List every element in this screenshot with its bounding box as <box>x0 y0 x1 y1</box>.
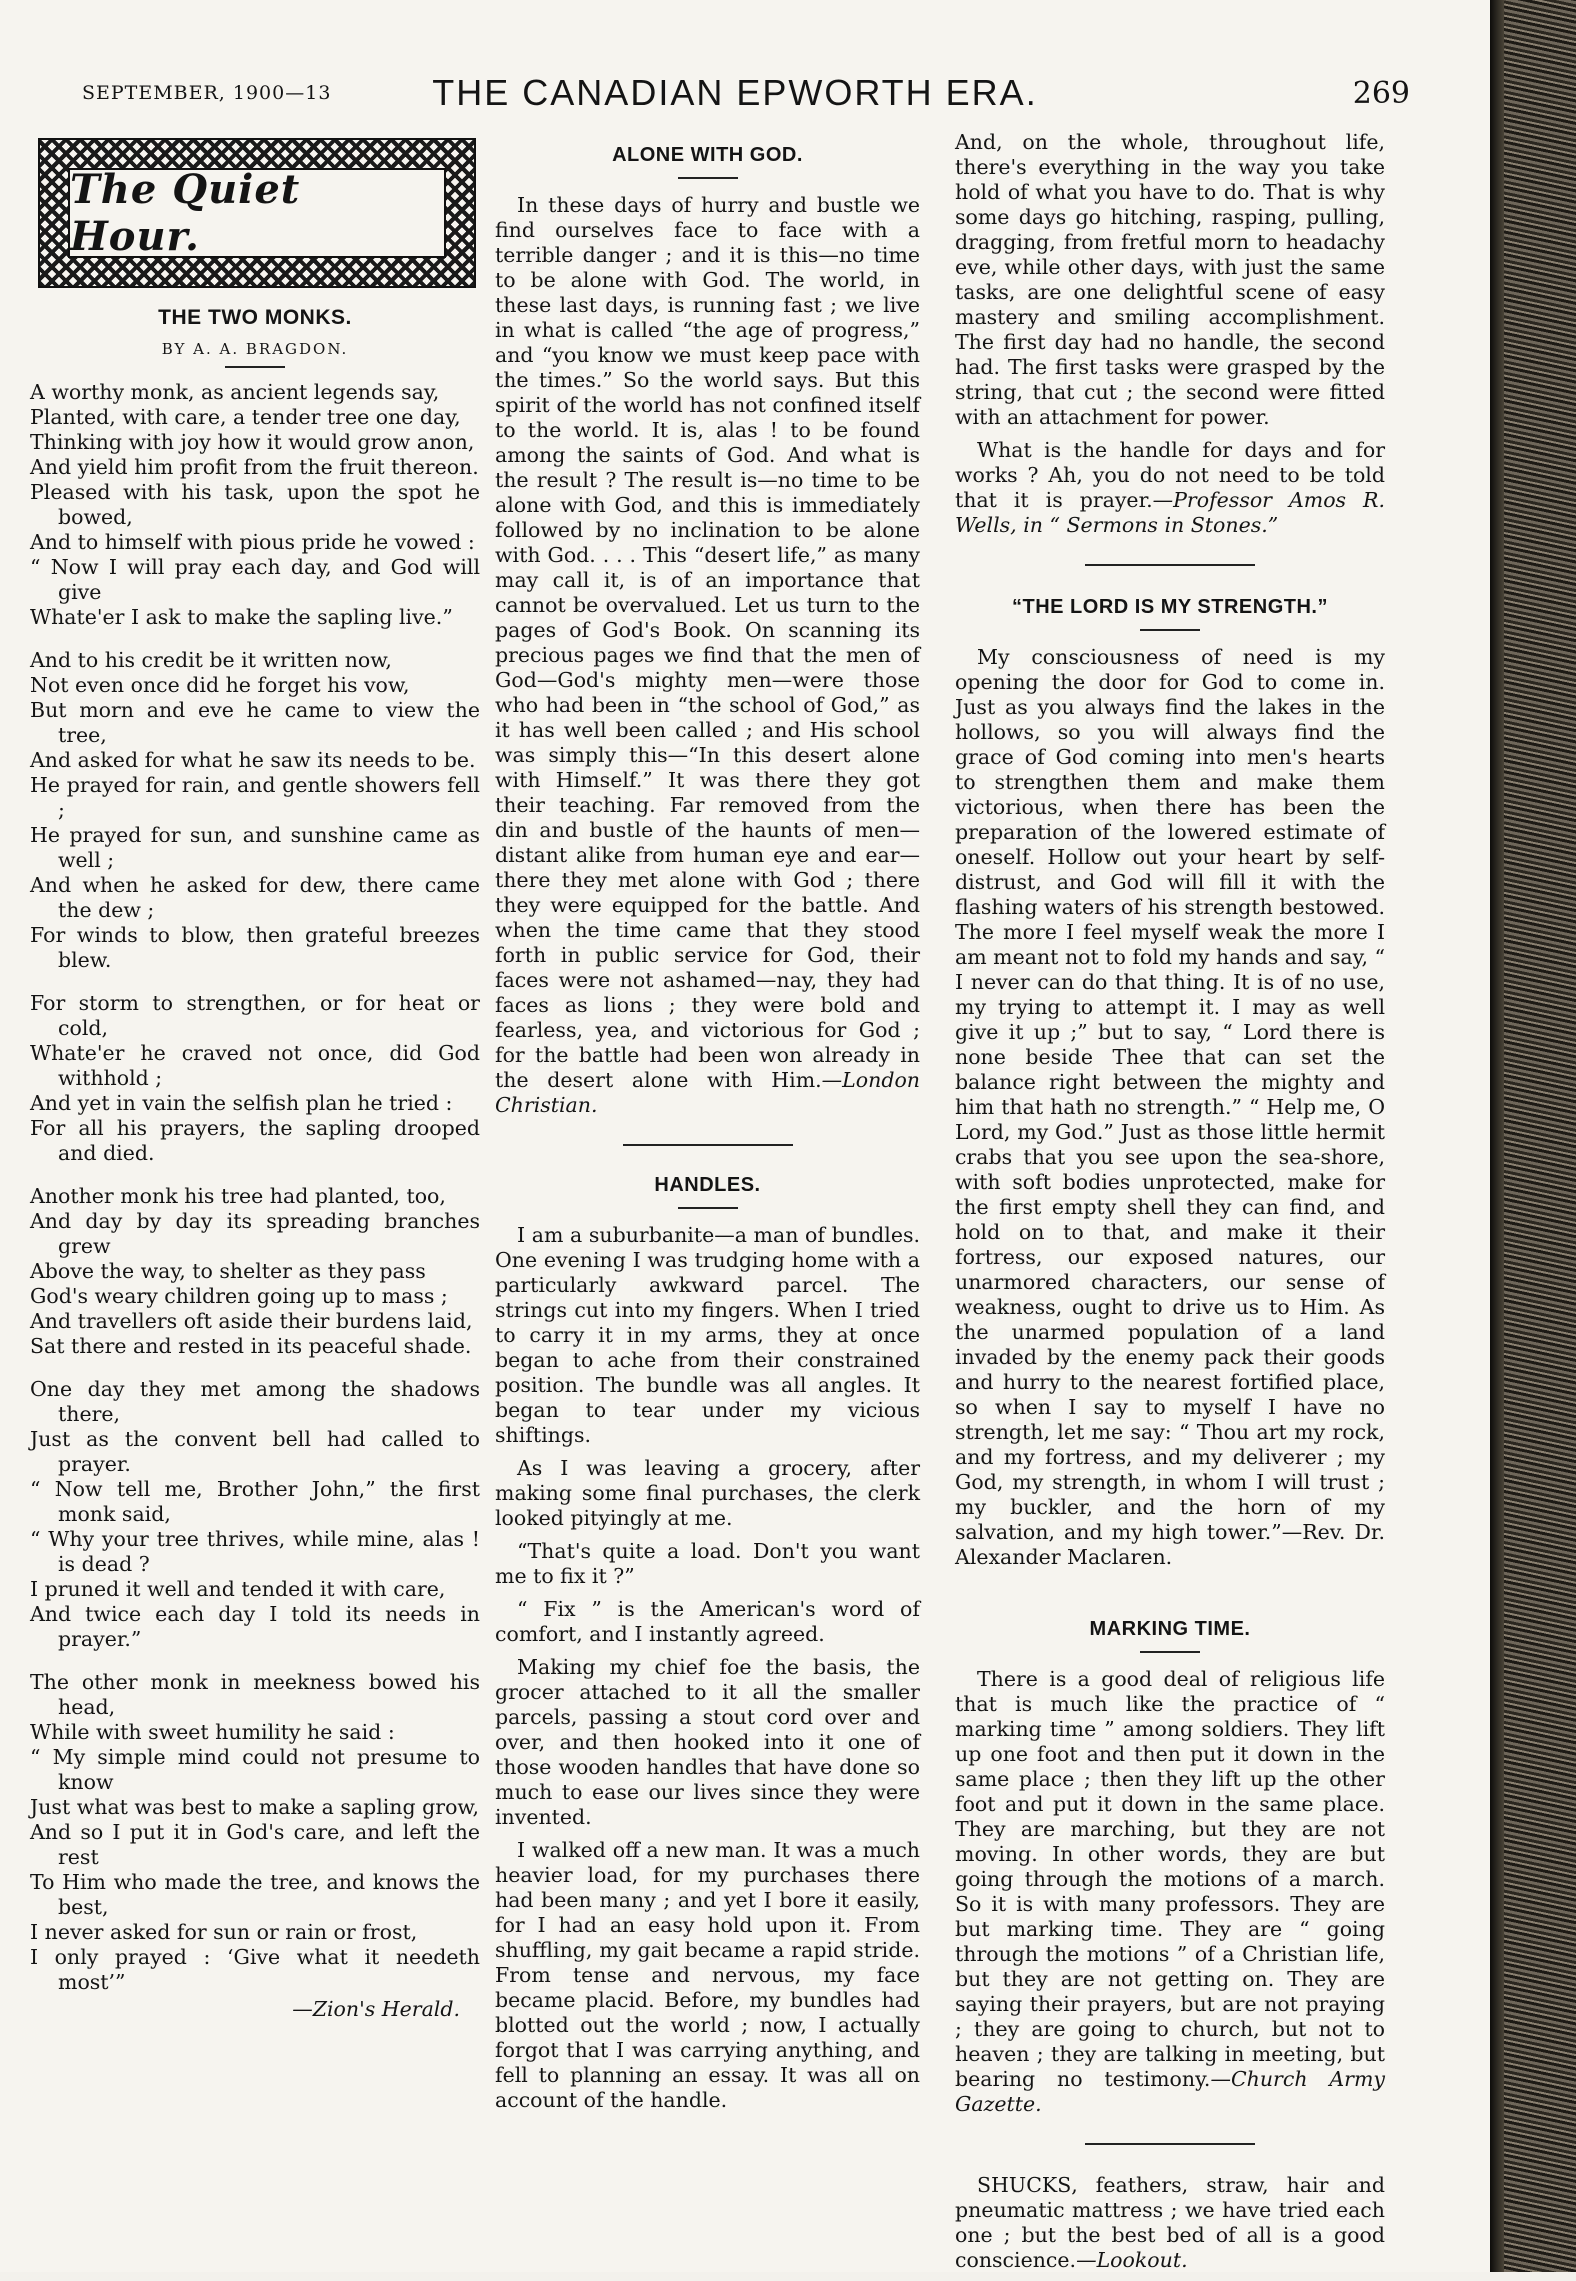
poem-stanza <box>30 380 480 630</box>
marking-time-body: There is a good deal of religious life that is much like the practice of “ marking time ” among soldiers. They lift up one foot and then put it down in the same place ; then they lift up the other foot and put it down in the same place. They are marching, but they are not moving. In other words, they are but going through the motions of a march. So it is with many professors. They are but marking time. They are “ going through the motions ” of a Christian life, but they are not getting on. They are saying their prayers, but are not praying ; they are going to church, but not to heaven ; they are talking in meeting, but bearing no testimony. <box>955 1667 1385 2091</box>
poem-line: And yield him profit from the fruit thereon. <box>30 455 479 479</box>
poem-line: And so I put it in God's care, and left the rest <box>30 1820 480 1869</box>
poem-line: I only prayed : ‘Give what it needeth most’” <box>30 1945 480 1994</box>
poem-line: Just as the convent bell had called to prayer. <box>30 1427 480 1476</box>
marking-time-title: MARKING TIME. <box>1089 1618 1251 1640</box>
poem-line: To Him who made the tree, and knows the best, <box>30 1870 480 1919</box>
poem-line: Planted, with care, a tender tree one day, <box>30 405 461 429</box>
column-3 <box>955 130 1385 2281</box>
two-monks-title: THE TWO MONKS. <box>158 306 352 329</box>
handles-article <box>495 1223 920 2113</box>
poem-line: Just what was best to make a sapling grow, <box>30 1795 480 1819</box>
poem-line: He prayed for rain, and gentle showers fell ; <box>30 773 480 822</box>
poem-line: And to himself with pious pride he vowed : <box>30 530 475 554</box>
poem-line: Whate'er I ask to make the sapling live.” <box>30 605 453 629</box>
quiet-hour-title: The Quiet Hour. <box>70 166 301 260</box>
two-monks-source: —Zion's Herald. <box>292 1997 460 2021</box>
alone-with-god-source: —London Christian. <box>495 1068 920 1117</box>
poem-stanza <box>30 648 480 973</box>
poem-line: For all his prayers, the sapling drooped and died. <box>30 1116 480 1165</box>
magazine-title: THE CANADIAN EPWORTH ERA. <box>432 72 1038 113</box>
poem-line: Sat there and rested in its peaceful shade. <box>30 1334 472 1358</box>
poem-line: One day they met among the shadows there, <box>30 1377 480 1426</box>
poem-line: But morn and eve he came to view the tree, <box>30 698 480 747</box>
poem-stanza <box>30 1377 480 1652</box>
poem-line: “ Now I will pray each day, and God will give <box>30 555 480 604</box>
poem-line: And yet in vain the selfish plan he tried : <box>30 1091 453 1115</box>
poem-line: God's weary children going up to mass ; <box>30 1284 448 1308</box>
section-divider <box>623 1144 793 1146</box>
handles-paragraph: And, on the whole, throughout life, there's everything in the way you take hold of what you have to do. That is why some days go hitching, rasping, pulling, dragging, from fretful morn to headachy eve, while other days, with just the same tasks, are one delightful scene of easy mastery and smiling accomplishment. The first day had no handle, the second had. The first tasks were grasped by the string, that cut ; the second were fitted with an attachment for power. <box>955 130 1385 429</box>
poem-line: Thinking with joy how it would grow anon, <box>30 430 475 454</box>
handles-paragraph: I walked off a new man. It was a much heavier load, for my purchases there had been many ; and yet I bore it easily, for I had an easy hold upon it. From shuffling, my gait became a rapid stride. From tense and nervous, my face became placid. Before, my bundles had blotted out the world ; now, I actually forgot that I was carrying anything, and fell to planning an essay. It was all on account of the handle. <box>495 1838 920 2112</box>
lord-strength-article <box>955 645 1385 1570</box>
handles-paragraph: “That's quite a load. Don't you want me to fix it ?” <box>495 1539 920 1588</box>
handles-paragraph: I am a suburbanite—a man of bundles. One evening I was trudging home with a particularly awkward parcel. The strings cut into my fingers. When I tried to carry it in my arms, they at once began to ache from their constrained position. The bundle was all angles. It began to tear under my vicious shiftings. <box>495 1223 920 1447</box>
handles-source: —Professor Amos R. Wells, in “ Sermons in Stones.” <box>955 488 1385 537</box>
handles-paragraph: “ Fix ” is the American's word of comfort, and I instantly agreed. <box>495 1597 920 1646</box>
poem-line: Whate'er he craved not once, did God withhold ; <box>30 1041 480 1090</box>
poem-stanza <box>30 1670 480 1995</box>
lord-strength-title: “THE LORD IS MY STRENGTH.” <box>1012 596 1328 618</box>
page-number: 269 <box>1352 76 1410 111</box>
poem-line: For storm to strengthen, or for heat or cold, <box>30 991 480 1040</box>
two-monks-byline: BY A. A. BRAGDON. <box>161 340 349 358</box>
quiet-hour-banner <box>38 138 476 288</box>
poem-line: For winds to blow, then grateful breezes blew. <box>30 923 480 972</box>
handles-article-continued <box>955 130 1385 430</box>
poem-line: The other monk in meekness bowed his head, <box>30 1670 480 1719</box>
poem-line: And asked for what he saw its needs to be. <box>30 748 476 772</box>
poem-line: “ Why your tree thrives, while mine, alas ! is dead ? <box>30 1527 480 1576</box>
running-header <box>40 70 1430 130</box>
poem-line: A worthy monk, as ancient legends say, <box>30 380 440 404</box>
handles-title: HANDLES. <box>654 1174 761 1196</box>
shucks-source: —Lookout. <box>1076 2248 1188 2272</box>
handles-paragraph: Making my chief foe the basis, the grocer attached to it all the smaller parcels, passing a stout cord over and over, and then hooked into it one of those wooden handles that have done so much to ease our lives since they were invented. <box>495 1655 920 1829</box>
poem-line: And twice each day I told its needs in prayer.” <box>30 1602 480 1651</box>
poem-line: And to his credit be it written now, <box>30 648 392 672</box>
poem-stanza <box>30 991 480 1166</box>
poem-line: Pleased with his task, upon the spot he bowed, <box>30 480 480 529</box>
poem-line: While with sweet humility he said : <box>30 1720 395 1744</box>
poem-line: I never asked for sun or rain or frost, <box>30 1920 418 1944</box>
poem-line: Not even once did he forget his vow, <box>30 673 410 697</box>
poem-line: And when he asked for dew, there came the dew ; <box>30 873 480 922</box>
issue-date: SEPTEMBER, 1900—13 <box>82 82 332 104</box>
marking-time-source: —Church Army Gazette. <box>955 2067 1386 2116</box>
poem-line: He prayed for sun, and sunshine came as well ; <box>30 823 480 872</box>
shucks-body: , feathers, straw, hair and pneumatic mattress ; we have tried each one ; but the best bed of all is a good conscience. <box>955 2173 1385 2272</box>
column-1 <box>30 130 480 2022</box>
poem-line: And travellers oft aside their burdens laid, <box>30 1309 473 1333</box>
handles-paragraph: As I was leaving a grocery, after making some final purchases, the clerk looked pityingly at me. <box>495 1456 920 1530</box>
shucks-lead: SHUCKS <box>977 2173 1072 2197</box>
lord-strength-body: My consciousness of need is my opening the door for God to come in. Just as you always find the lakes in the hollows, so you will always find the grace of God coming into men's hearts to strengthen them and make them victorious, when there has been the preparation of the lowered estimate of oneself. Hollow out your heart by self-distrust, and God will fill it with the flashing waters of his strength bestowed. The more I feel myself weak the more I am meant not to fold my hands and say, “ I never can do that thing. It is of no use, my trying to attempt it. I may as well give it up ;” but to say, “ Lord there is none beside Thee that can set the balance right between the mighty and him that hath no strength.” “ Help me, O Lord, my God.” Just as those little hermit crabs that you see upon the sea-shore, with soft bodies unprotected, make for the first empty shell they can find, and hold on to that, and make it their fortress, our exposed natures, our unarmored characters, our sense of weakness, ought to drive us to Him. As the unarmed population of a land invaded by the enemy pack their goods and hurry to the nearest fortified place, so when I say to myself I have no strength, let me say: “ Thou art my rock, and my fortress, and my deliverer ; my God, my strength, in whom I will trust ; my buckler, and the horn of my salvation, and my high tower.”—Rev. Dr. Alexander Maclaren. <box>955 645 1385 1569</box>
poem-line: “ Now tell me, Brother John,” the first monk said, <box>30 1477 480 1526</box>
poem-line: Another monk his tree had planted, too, <box>30 1184 446 1208</box>
alone-with-god-title: ALONE WITH GOD. <box>612 144 803 166</box>
poem-line: And day by day its spreading branches grew <box>30 1209 480 1258</box>
poem-stanza <box>30 1184 480 1359</box>
poem-line: Above the way, to shelter as they pass <box>30 1259 426 1283</box>
column-2 <box>495 130 920 2121</box>
handles-last-paragraph: What is the handle for days and for works ? Ah, you do not need to be told that it is prayer. <box>955 438 1385 512</box>
alone-with-god-body: In these days of hurry and bustle we find ourselves face to face with a terrible danger ; and it is this—no time to be alone with God. The world, in these last days, is running fast ; we live in what is called “the age of progress,” and “you know we must keep pace with the times.” So the world says. But this spirit of the world has not confined itself to the world. It is, alas ! to be found among the saints of God. And what is the result ? The result is—no time to be alone with God, and this is immediately followed by no inclination to be alone with God. . . . This “desert life,” as many may call it, is of an importance that cannot be overvalued. Let us turn to the pages of God's Book. On scanning its precious pages we find that the men of God—God's mighty men—were those who had been in “the school of God,” as it has well been called ; and His school was simply this—“In this desert alone with Himself.” It was there they got their teaching. Far removed from the din and bustle of the haunts of men—distant alike from human eye and ear—there they met alone with God ; there they were equipped for the battle. And when the time came that they stood forth in public service for God, their faces were not ashamed—nay, they had faces as lions ; they were bold and fearless, yea, and victorious for God ; for the battle had been won already in the desert alone with Him. <box>495 193 920 1092</box>
marking-time-article <box>955 1667 1385 2117</box>
alone-with-god-article <box>495 193 920 1118</box>
poem-line: “ My simple mind could not presume to know <box>30 1745 480 1794</box>
two-monks-poem <box>30 380 480 1995</box>
shucks-note <box>955 2173 1385 2273</box>
book-binding-edge <box>1490 0 1576 2272</box>
poem-line: I pruned it well and tended it with care, <box>30 1577 446 1601</box>
